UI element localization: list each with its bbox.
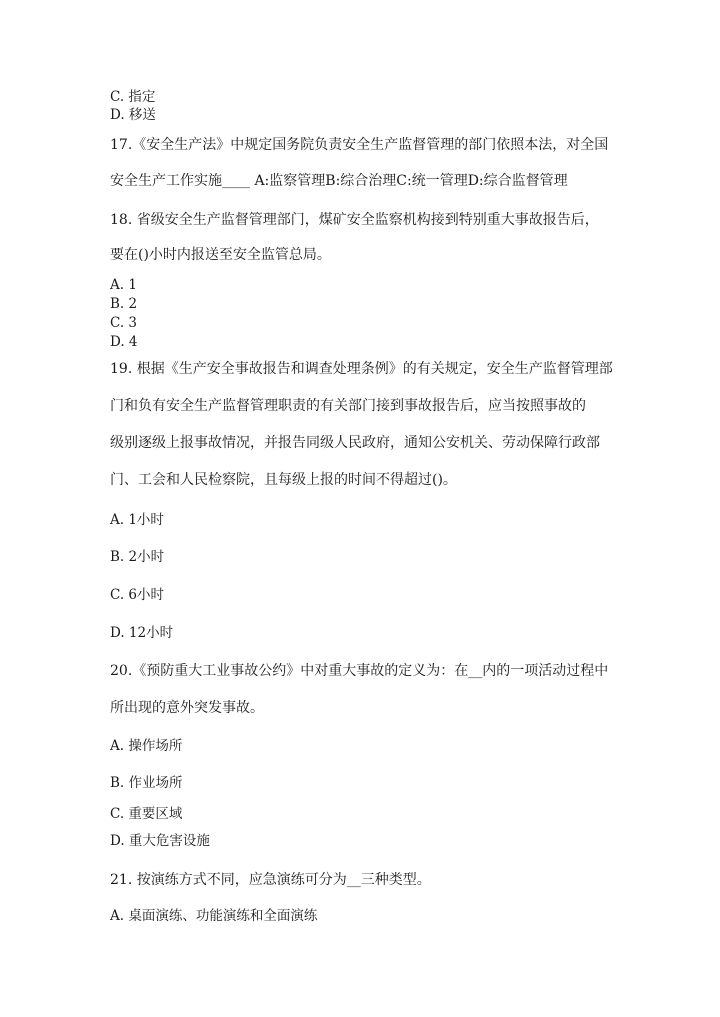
q18-text-line-2: 要在()小时内报送至安全监管总局。 — [110, 247, 331, 263]
q20-option-c: C. 重要区域 — [110, 806, 183, 822]
q19-option-c: C. 6小时 — [110, 587, 165, 603]
q18-option-b: B. 2 — [110, 296, 138, 312]
q20-text-line-2: 所出现的意外突发事故。 — [110, 700, 264, 716]
q20-option-d: D. 重大危害设施 — [110, 833, 210, 849]
q19-option-d: D. 12小时 — [110, 625, 174, 641]
q16-option-c: C. 指定 — [110, 89, 156, 105]
q18-text-line-1: 18. 省级安全生产监督管理部门，煤矿安全监察机构接到特别重大事故报告后， — [110, 212, 599, 228]
q18-option-d: D. 4 — [110, 334, 138, 350]
q21-text-line-1: 21. 按演练方式不同，应急演练可分为__三种类型。 — [110, 872, 431, 888]
q19-text-line-1: 19. 根据《生产安全事故报告和调查处理条例》的有关规定，安全生产监督管理部 — [110, 361, 613, 377]
q19-text-line-3: 级别逐级上报事故情况，并报告同级人民政府，通知公安机关、劳动保障行政部 — [110, 435, 600, 451]
q17-text-line-1: 17.《安全生产法》中规定国务院负责安全生产监督管理的部门依照本法，对全国 — [110, 137, 609, 153]
q20-option-a: A. 操作场所 — [110, 738, 183, 754]
q19-text-line-4: 门、工会和人民检察院，且每级上报的时间不得超过()。 — [110, 472, 457, 488]
q19-text-line-2: 门和负有安全生产监督管理职责的有关部门接到事故报告后，应当按照事故的 — [110, 398, 586, 414]
q19-option-a: A. 1小时 — [110, 512, 164, 528]
q20-text-line-1: 20.《预防重大工业事故公约》中对重大事故的定义为：在__内的一项活动过程中 — [110, 663, 609, 679]
q19-option-b: B. 2小时 — [110, 549, 165, 565]
q17-text-line-2: 安全生产工作实施____ A:监察管理B:综合治理C:统一管理D:综合监督管理 — [110, 173, 568, 189]
q18-option-c: C. 3 — [110, 315, 138, 331]
q21-option-a: A. 桌面演练、功能演练和全面演练 — [110, 908, 318, 924]
q16-option-d: D. 移送 — [110, 107, 156, 123]
q20-option-b: B. 作业场所 — [110, 775, 183, 791]
q18-option-a: A. 1 — [110, 277, 137, 293]
